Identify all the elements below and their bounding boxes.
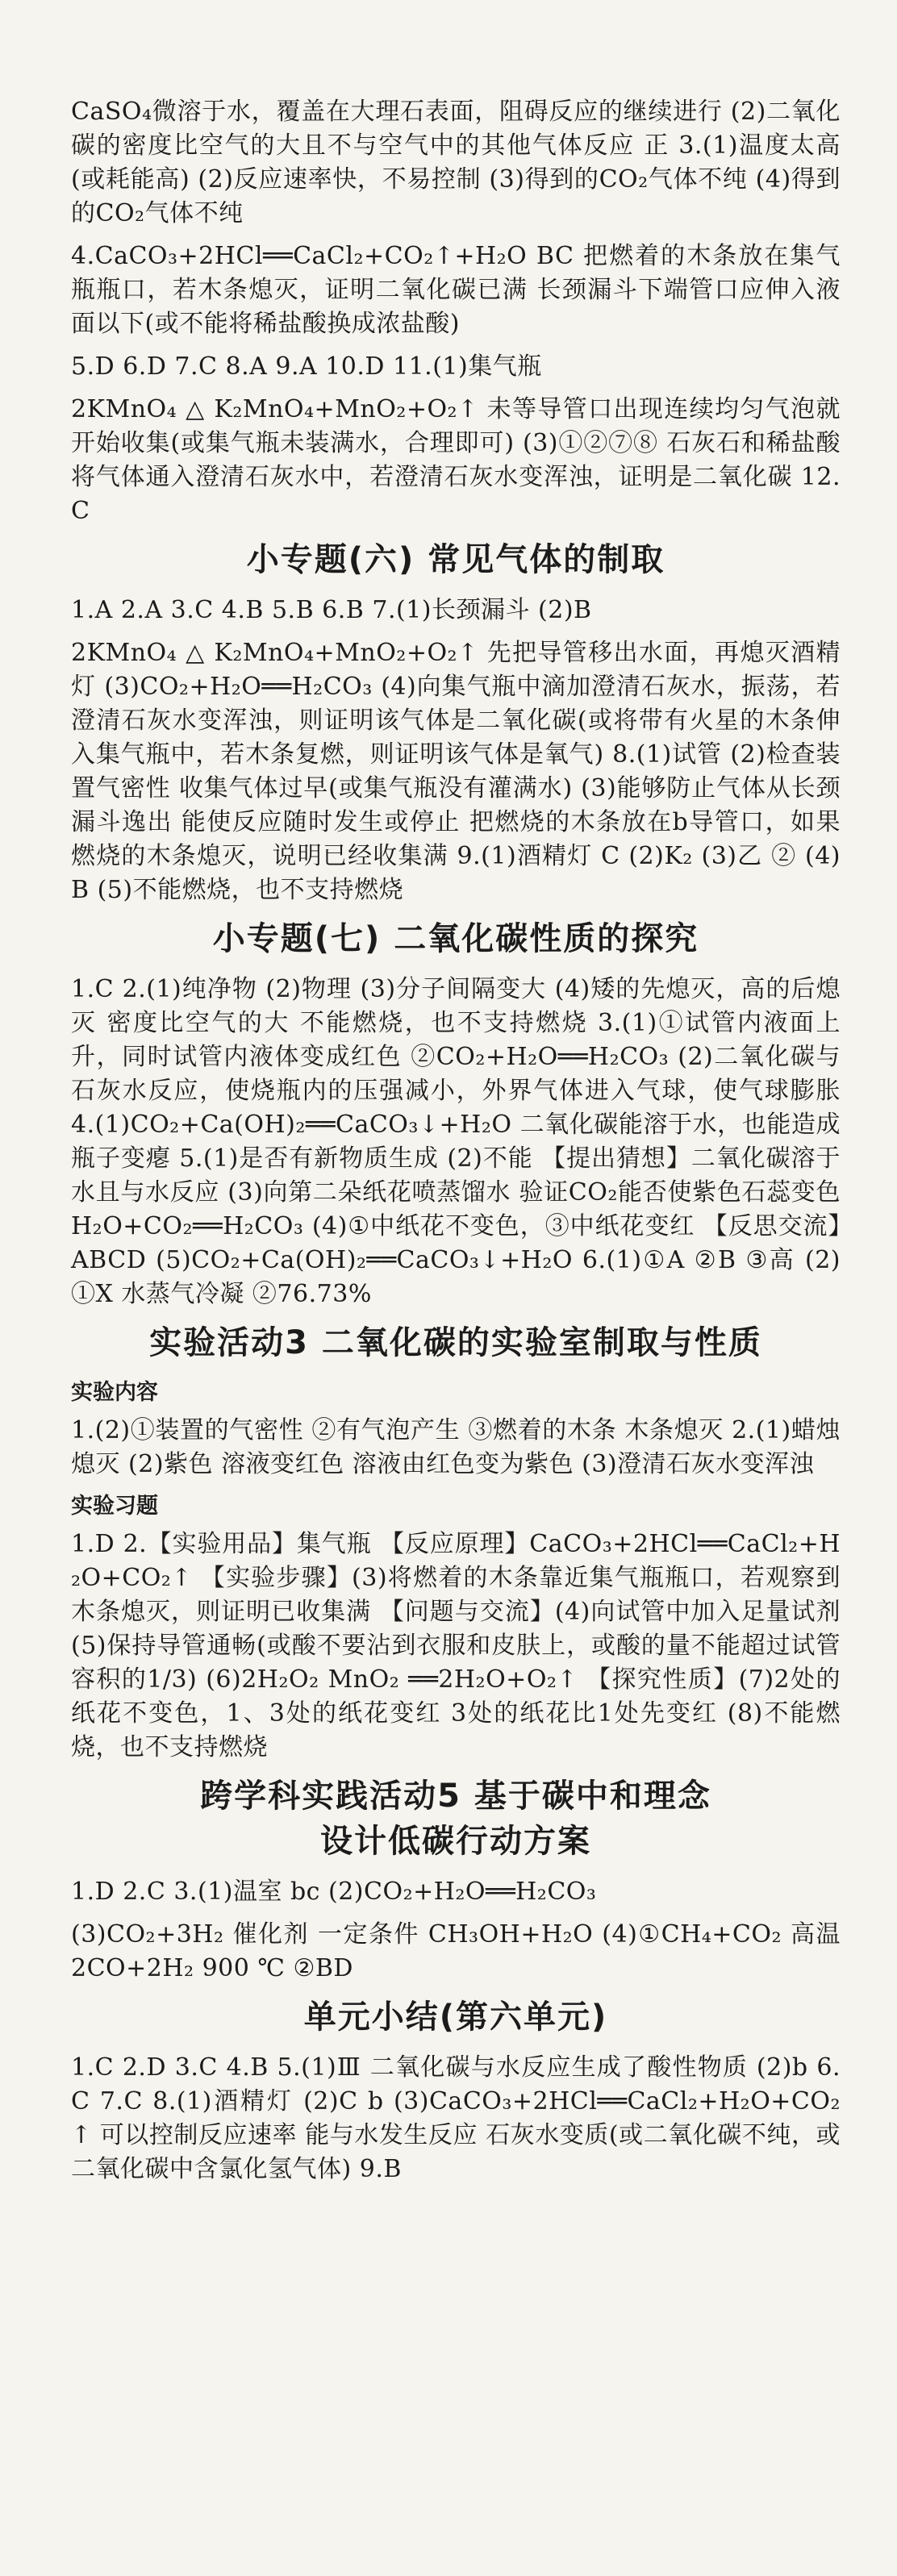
- section-heading: 设计低碳行动方案: [320, 1823, 591, 1860]
- answer-paragraph: 4.CaCO₃+2HCl══CaCl₂+CO₂↑+H₂O BC 把燃着的木条放在集气瓶瓶口，若木条熄灭，证明二氧化碳已满 长颈漏斗下端管口应伸入液面以下(或不能将稀盐酸换成浓盐酸): [71, 242, 841, 338]
- section-heading: 小专题(六) 常见气体的制取: [246, 541, 665, 578]
- answer-paragraph: 2KMnO₄ △ K₂MnO₄+MnO₂+O₂↑ 先把导管移出水面，再熄灭酒精灯 (3)CO₂+H₂O══H₂CO₃ (4)向集气瓶中滴加澄清石灰水，振荡，若澄清石灰水变浑浊，则证明该气体是二氧化碳(或将带有火星的木条伸入集气瓶中，若木条复燃，则证明该气体是氧气) 8.(1)试管 (2)检查装置气密性 收集气体过早(或集气瓶没有灌满水) (3)能够防止气体从长颈漏斗逸出 能使反应随时发生或停止 把燃烧的木条放在b导管口，如果燃烧的木条熄灭，说明已经收集满 9.(1)酒精灯 C (2)K₂ (3)乙 ② (4)B (5)不能燃烧，也不支持燃烧: [71, 639, 841, 904]
- answer-paragraph: CaSO₄微溶于水，覆盖在大理石表面，阻碍反应的继续进行 (2)二氧化碳的密度比空气的大且不与空气中的其他气体反应 正 3.(1)温度太高(或耗能高) (2)反应速率快，不易控制 (3)得到的CO₂气体不纯 (4)得到的CO₂气体不纯: [71, 98, 841, 227]
- section-heading: 实验活动3 二氧化碳的实验室制取与性质: [149, 1324, 762, 1361]
- answer-paragraph: 1.(2)①装置的气密性 ②有气泡产生 ③燃着的木条 木条熄灭 2.(1)蜡烛熄灭 (2)紫色 溶液变红色 溶液由红色变为紫色 (3)澄清石灰水变浑浊: [71, 1416, 841, 1478]
- answer-paragraph: 1.D 2.C 3.(1)温室 bc (2)CO₂+H₂O══H₂CO₃: [71, 1878, 597, 1906]
- subsection-heading: 实验习题: [71, 1494, 158, 1519]
- answer-paragraph: 1.C 2.D 3.C 4.B 5.(1)Ⅲ 二氧化碳与水反应生成了酸性物质 (2)b 6.C 7.C 8.(1)酒精灯 (2)C b (3)CaCO₃+2HCl══CaCl₂+H₂O+CO₂↑ 可以控制反应速率 能与水发生反应 石灰水变质(或二氧化碳不纯，或二氧化碳中含氯化氢气体) 9.B: [71, 2053, 841, 2183]
- answer-paragraph: 5.D 6.D 7.C 8.A 9.A 10.D 11.(1)集气瓶: [71, 352, 542, 381]
- section-heading: 小专题(七) 二氧化碳性质的探究: [212, 920, 699, 957]
- answer-paragraph: 1.D 2.【实验用品】集气瓶 【反应原理】CaCO₃+2HCl══CaCl₂+H₂O+CO₂↑ 【实验步骤】(3)将燃着的木条靠近集气瓶瓶口，若观察到木条熄灭，则证明已收集满 【问题与交流】(4)向试管中加入足量试剂 (5)保持导管通畅(或酸不要沾到衣服和皮肤上，或酸的量不能超过试管容积的1/3) (6)2H₂O₂ MnO₂ ══2H₂O+O₂↑ 【探究性质】(7)2处的纸花不变色，1、3处的纸花变红 3处的纸花比1处先变红 (8)不能燃烧，也不支持燃烧: [71, 1530, 849, 1761]
- answer-paragraph: 2KMnO₄ △ K₂MnO₄+MnO₂+O₂↑ 未等导管口出现连续均匀气泡就开始收集(或集气瓶未装满水，合理即可) (3)①②⑦⑧ 石灰石和稀盐酸 将气体通入澄清石灰水中，若澄清石灰水变浑浊，证明是二氧化碳 12.C: [71, 395, 849, 525]
- subsection-heading: 实验内容: [71, 1380, 158, 1405]
- section-heading: 跨学科实践活动5 基于碳中和理念: [200, 1778, 711, 1815]
- answer-paragraph: (3)CO₂+3H₂ 催化剂 一定条件 CH₃OH+H₂O (4)①CH₄+CO₂ 高温 2CO+2H₂ 900 ℃ ②BD: [71, 1920, 849, 1982]
- answer-paragraph: 1.A 2.A 3.C 4.B 5.B 6.B 7.(1)长颈漏斗 (2)B: [71, 596, 592, 624]
- answer-paragraph: 1.C 2.(1)纯净物 (2)物理 (3)分子间隔变大 (4)矮的先熄灭，高的后熄灭 密度比空气的大 不能燃烧，也不支持燃烧 3.(1)①试管内液面上升，同时试管内液体变成红色 ②CO₂+H₂O══H₂CO₃ (2)二氧化碳与石灰水反应，使烧瓶内的压强减小，外界气体进入气球，使气球膨胀 4.(1)CO₂+Ca(OH)₂══CaCO₃↓+H₂O 二氧化碳能溶于水，也能造成瓶子变瘪 5.(1)是否有新物质生成 (2)不能 【提出猜想】二氧化碳溶于水且与水反应 (3)向第二朵纸花喷蒸馏水 验证CO₂能否使紫色石蕊变色 H₂O+CO₂══H₂CO₃ (4)①中纸花不变色，③中纸花变红 【反思交流】ABCD (5)CO₂+Ca(OH)₂══CaCO₃↓+H₂O 6.(1)①A ②B ③高 (2)①X 水蒸气冷凝 ②76.73%: [71, 975, 849, 1308]
- section-heading: 单元小结(第六单元): [303, 1999, 608, 2036]
